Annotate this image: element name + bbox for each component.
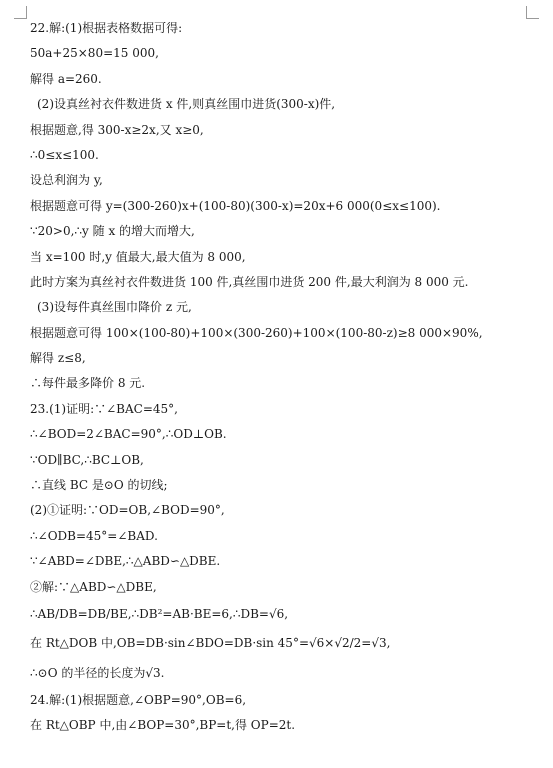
part-3-heading: (3)设每件真丝围巾降价 z 元, [37, 300, 192, 315]
solution-line: 解得 a=260. [30, 71, 102, 86]
problem-24-heading: 24.解:(1)根据题意,∠OBP=90°,OB=6, [30, 692, 247, 707]
proof-line: ∴∠ODB=45°=∠BAD. [30, 528, 158, 543]
part-2-heading: (2)设真丝衬衣件数进货 x 件,则真丝围巾进货(300-x)件, [37, 97, 336, 112]
text-line: ∵20>0,∴y 随 x 的增大而增大, [30, 224, 195, 239]
problem-23-heading: 23.(1)证明:∵∠BAC=45°, [30, 401, 178, 416]
conclusion-line: ∴每件最多降价 8 元. [30, 376, 146, 391]
fraction-line: ∴AB/DB=DB/BE,∴DB²=AB·BE=6,∴DB=√6, [30, 606, 289, 621]
plan-conclusion-line: 此时方案为真丝衬衣件数进货 100 件,真丝围巾进货 200 件,最大利润为 8 000 元. [30, 274, 469, 289]
radius-line: ∴⊙O 的半径的长度为√3. [30, 665, 165, 680]
solution-line: ②解:∵△ABD∽△DBE, [30, 579, 157, 594]
proof-line: ∴∠BOD=2∠BAC=90°,∴OD⊥OB. [30, 427, 227, 442]
range-line: ∴0≤x≤100. [30, 147, 99, 162]
document-page [30, 16, 540, 739]
problem-22-heading: 22.解:(1)根据表格数据可得: [30, 21, 183, 35]
inequality-line: 根据题意,得 300-x≥2x,又 x≥0, [30, 122, 204, 137]
proof-line: ∵OD∥BC,∴BC⊥OB, [30, 452, 144, 467]
proof-line: ∴直线 BC 是⊙O 的切线; [30, 478, 168, 493]
proof-line: ∵∠ABD=∠DBE,∴△ABD∽△DBE. [30, 554, 221, 569]
part-2-heading: (2)①证明:∵OD=OB,∠BOD=90°, [30, 503, 225, 518]
text-line: 当 x=100 时,y 值最大,最大值为 8 000, [30, 249, 246, 264]
text-line: 在 Rt△OBP 中,由∠BOP=30°,BP=t,得 OP=2t. [30, 718, 296, 733]
solution-line: 解得 z≤8, [30, 351, 86, 366]
text-line: 设总利润为 y, [30, 173, 103, 188]
equation-line: 50a+25×80=15 000, [30, 46, 159, 61]
inequality-line: 根据题意可得 100×(100-80)+100×(300-260)+100×(100-80-z)≥8 000×90%, [30, 325, 483, 340]
page-corner-mark-left [14, 6, 27, 19]
trig-line: 在 Rt△DOB 中,OB=DB·sin∠BDO=DB·sin 45°=√6×√2/2=√3, [30, 635, 391, 650]
profit-function-line: 根据题意可得 y=(300-260)x+(100-80)(300-x)=20x+6 000(0≤x≤100). [30, 198, 441, 213]
